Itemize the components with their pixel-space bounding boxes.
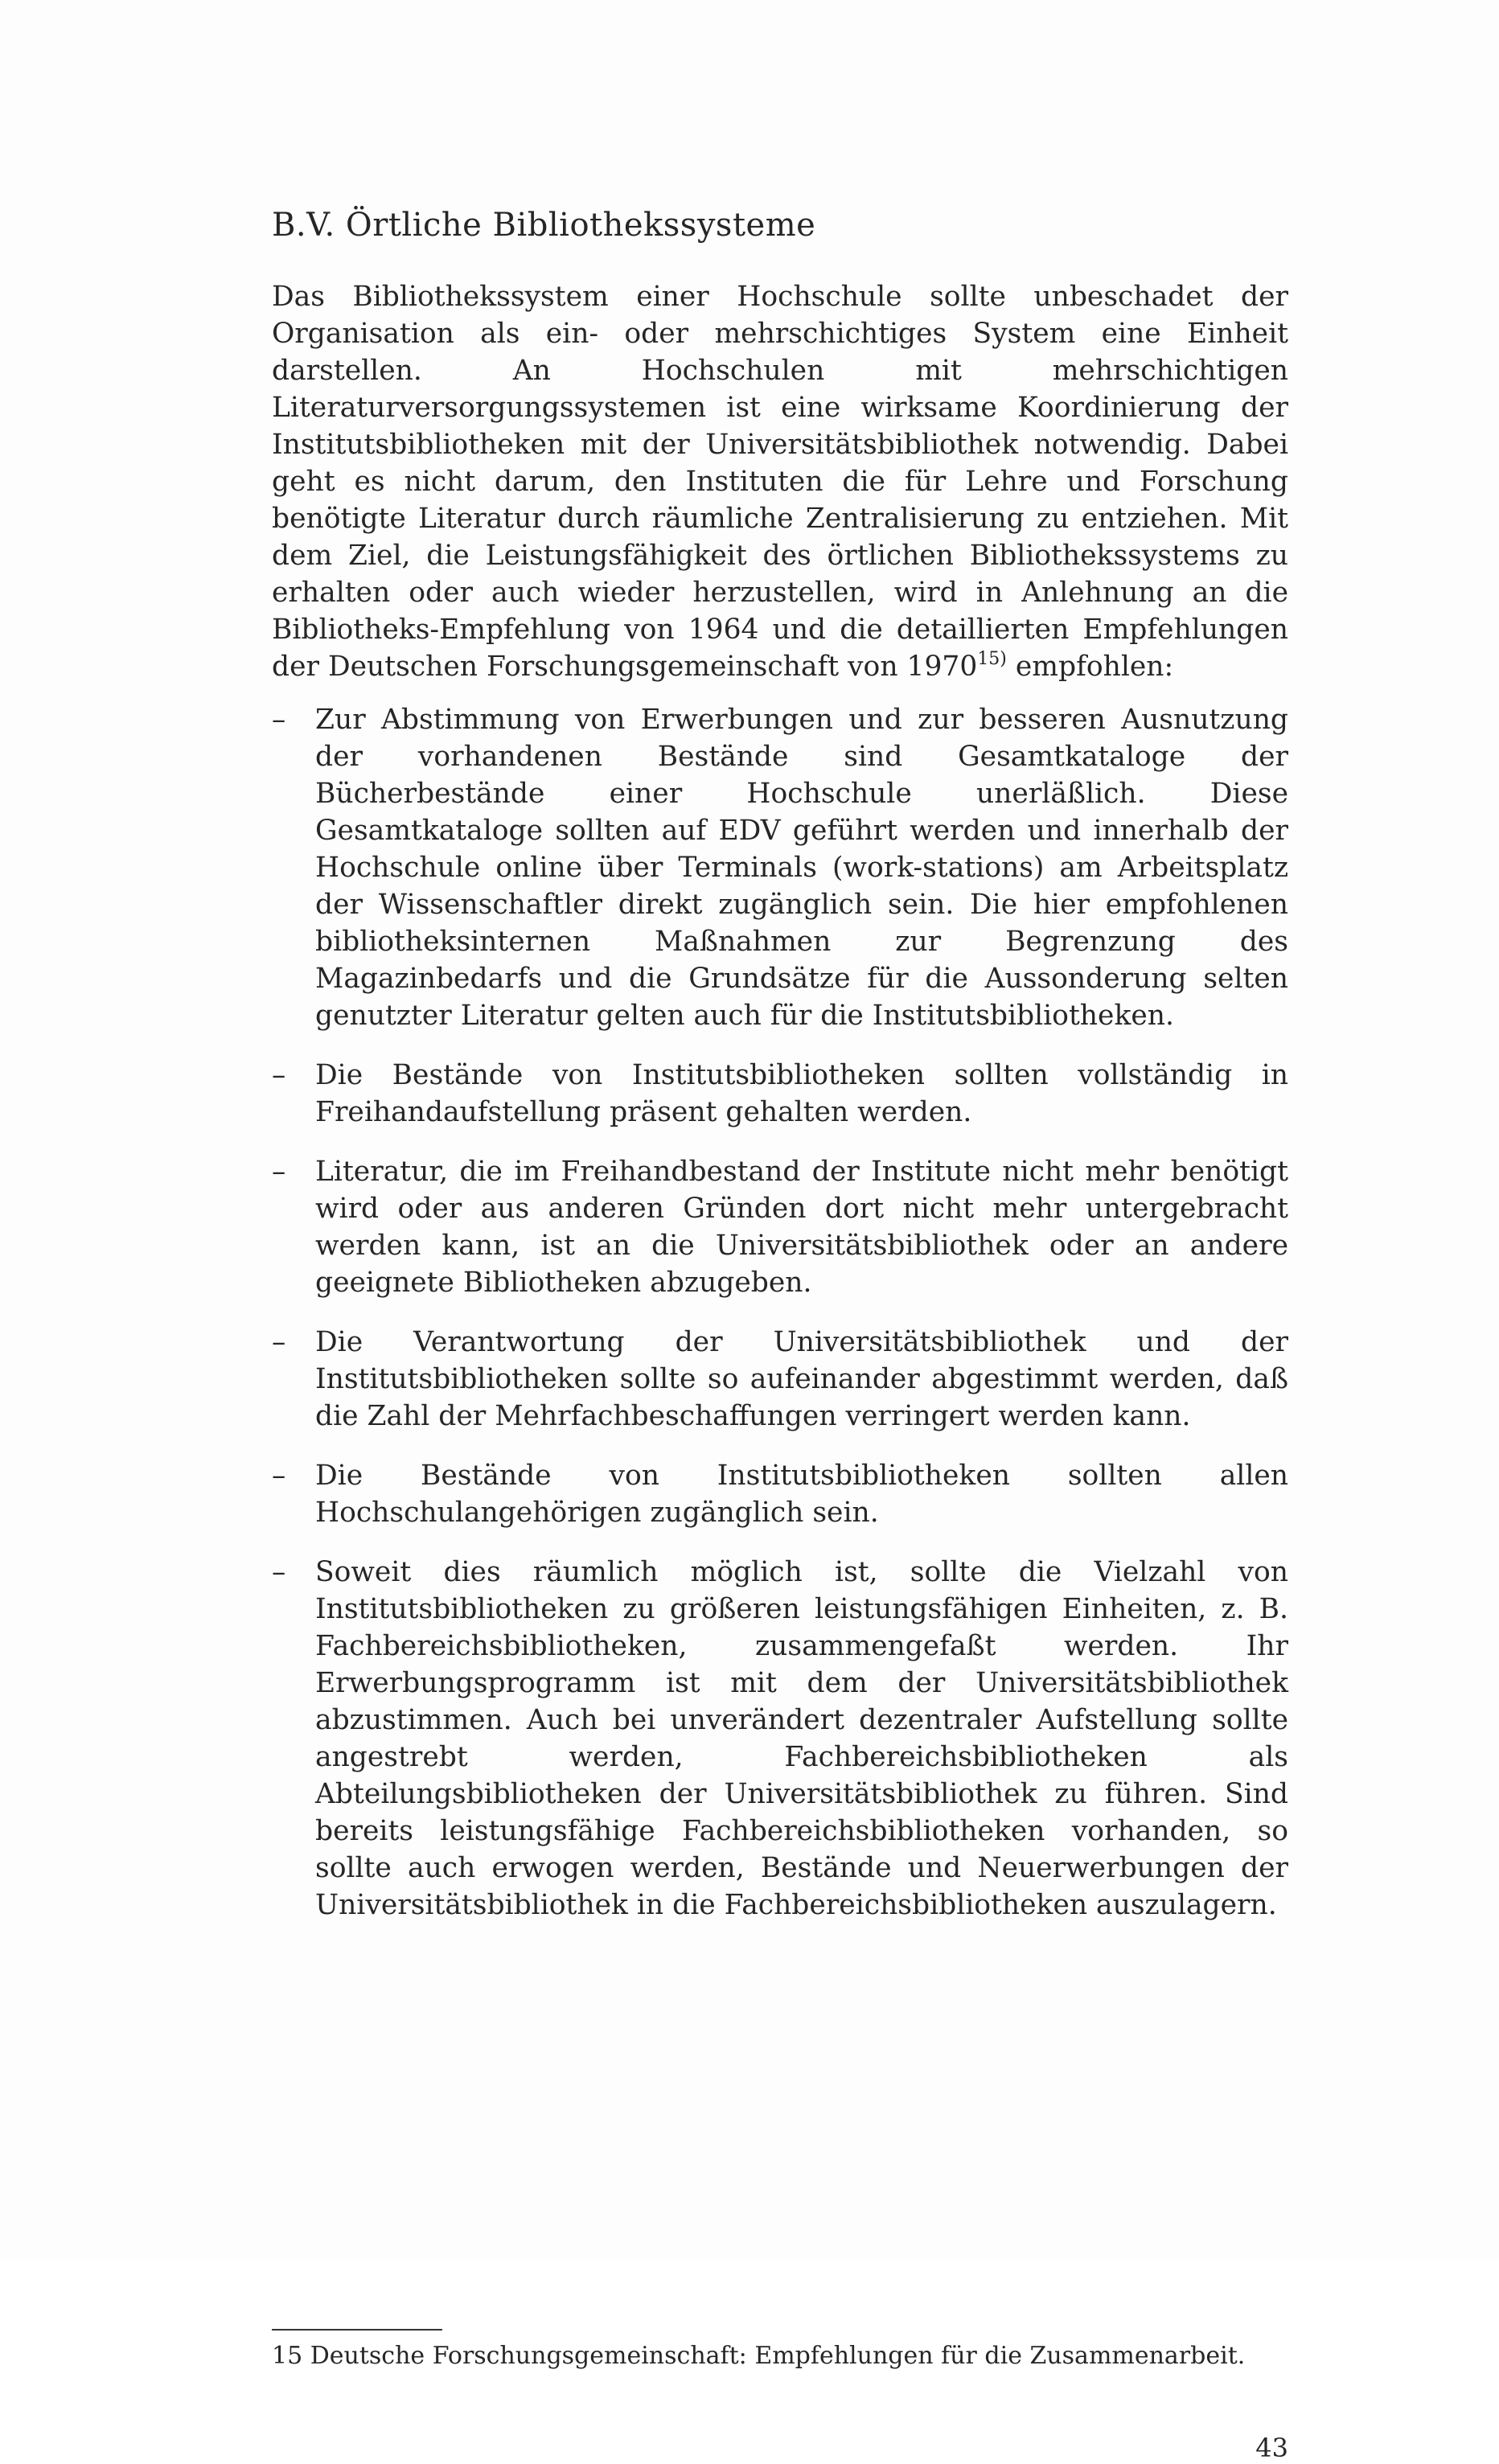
list-item [272, 1324, 1288, 1435]
list-item-text: Soweit dies räumlich möglich ist, sollte die Vielzahl von Institutsbibliotheken zu größeren leistungsfähigen Einheiten, z. B. Fachbereichsbibliotheken, zusammengefaßt werden. Ihr Erwerbungsprogramm ist mit dem der Universitätsbibliothek abzustimmen. Auch bei unverändert dezentraler Aufstellung sollte angestrebt werden, Fachbereichsbibliotheken als Abteilungsbibliotheken der Universitätsbibliothek zu führen. Sind bereits leistungsfähige Fachbereichsbibliotheken vorhanden, so sollte auch erwogen werden, Bestände und Neuerwerbungen der Universitätsbibliothek in die Fachbereichsbibliotheken auszulagern. [315, 1556, 1288, 1921]
intro-text-end: empfohlen: [1015, 651, 1174, 683]
bullet-dash: – [272, 704, 286, 736]
bullet-dash: – [272, 1556, 286, 1588]
list-item-text: Literatur, die im Freihandbestand der Institute nicht mehr benötigt wird oder aus anderen Gründen dort nicht mehr untergebracht werden kann, ist an die Universitätsbibliothek oder an andere geeignete Bibliotheken abzugeben. [315, 1156, 1288, 1299]
list-item [272, 1554, 1288, 1924]
intro-text: Das Bibliothekssystem einer Hochschule sollte unbeschadet der Organisation als ein- oder mehrschichtiges System eine Einheit darstellen. An Hochschulen mit mehrschichtigen Literaturversorgungssystemen ist eine wirksame Koordinierung der Institutsbibliotheken mit der Universitätsbibliothek notwendig. Dabei geht es nicht darum, den Instituten die für Lehre und Forschung benötigte Literatur durch räumliche Zentralisierung zu entziehen. Mit dem Ziel, die Leistungsfähigkeit des örtlichen Bibliothekssystems zu erhalten oder auch wieder herzustellen, wird in Anlehnung an die Bibliotheks-Empfehlung von 1964 und die detaillierten Empfehlungen der Deutschen Forschungsgemeinschaft von 1970 [272, 281, 1288, 683]
list-item-text: Die Verantwortung der Universitätsbibliothek und der Institutsbibliotheken sollte so aufeinander abgestimmt werden, daß die Zahl der Mehrfachbeschaffungen verringert werden kann. [315, 1326, 1288, 1432]
list-item [272, 1153, 1288, 1301]
section-heading: B.V. Örtliche Bibliothekssysteme [272, 207, 816, 244]
intro-paragraph [272, 278, 1288, 685]
footnote-reference[interactable]: 15) [977, 649, 1007, 669]
list-item [272, 1457, 1288, 1531]
bullet-dash: – [272, 1460, 286, 1492]
footnote: 15 Deutsche Forschungsgemeinschaft: Empfehlungen für die Zusammenarbeit. [272, 2342, 1246, 2370]
list-item-text: Die Bestände von Institutsbibliotheken sollten vollständig in Freihandaufstellung präsent gehalten werden. [315, 1059, 1288, 1128]
bullet-dash: – [272, 1326, 286, 1358]
list-item [272, 1057, 1288, 1131]
bullet-dash: – [272, 1059, 286, 1091]
bullet-dash: – [272, 1156, 286, 1188]
page-number: 43 [1255, 2433, 1288, 2463]
list-item [272, 701, 1288, 1034]
list-item-text: Zur Abstimmung von Erwerbungen und zur besseren Ausnutzung der vorhandenen Bestände sind Gesamtkataloge der Bücherbestände einer Hochschule unerläßlich. Diese Gesamtkataloge sollten auf EDV geführt werden und innerhalb der Hochschule online über Terminals (work-stations) am Arbeitsplatz der Wissenschaftler direkt zugänglich sein. Die hier empfohlenen bibliotheksinternen Maßnahmen zur Begrenzung des Magazinbedarfs und die Grundsätze für die Aussonderung selten genutzter Literatur gelten auch für die Institutsbibliotheken. [315, 704, 1288, 1032]
list-item-text: Die Bestände von Institutsbibliotheken sollten allen Hochschulangehörigen zugänglich sein. [315, 1460, 1288, 1529]
recommendation-list [272, 701, 1288, 1924]
footnote-divider [272, 2329, 442, 2331]
body-text [272, 278, 1288, 1924]
